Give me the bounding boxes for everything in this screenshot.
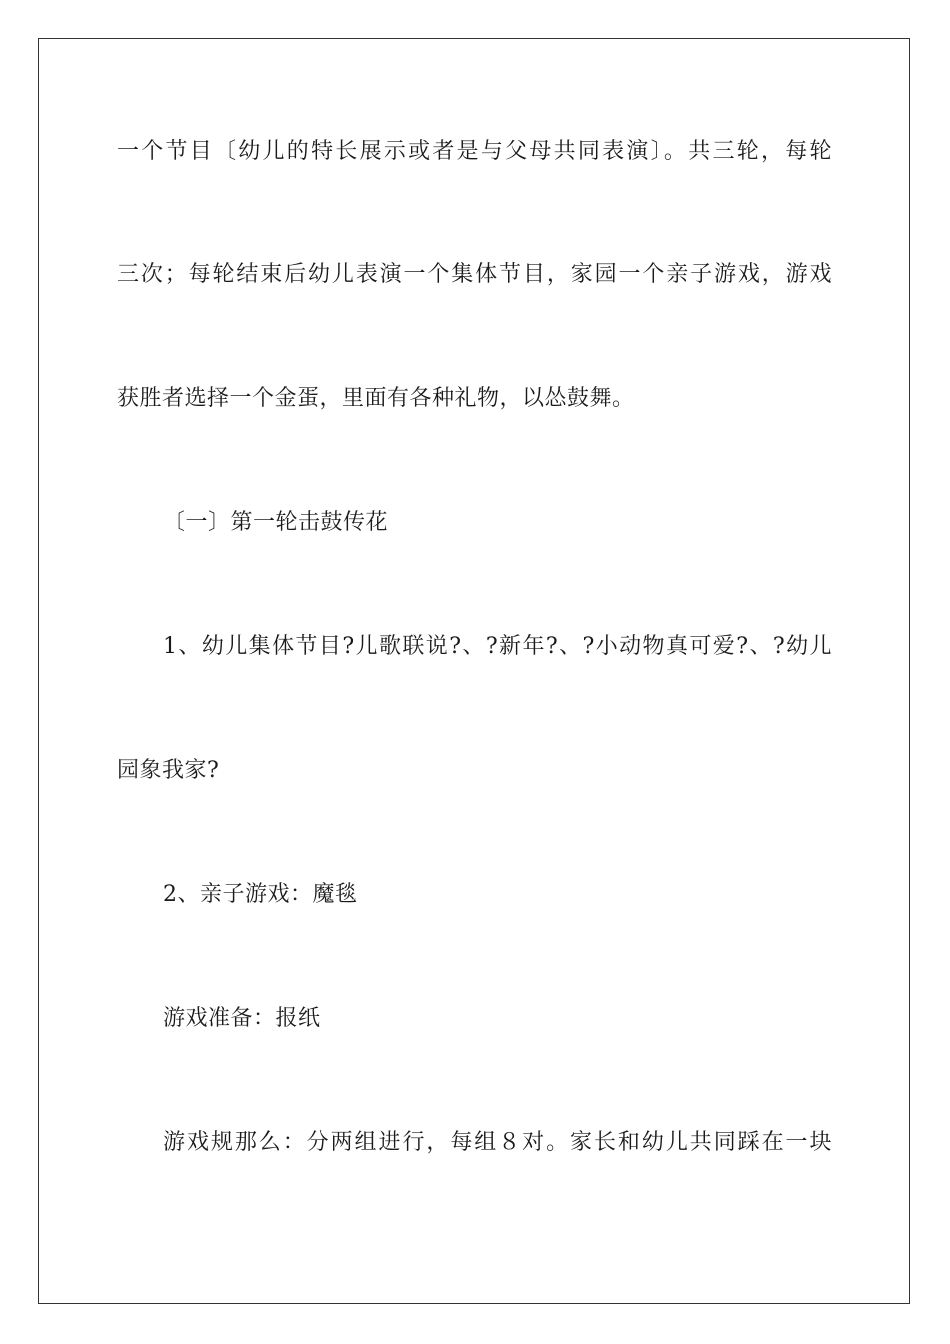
list-item-1-line-2: 园象我家? <box>117 758 220 783</box>
page-border <box>38 38 910 1304</box>
game-rules: 游戏规那么：分两组进行，每组８对。家长和幼儿共同踩在一块 <box>163 1130 832 1155</box>
paragraph-line-3: 获胜者选择一个金蛋，里面有各种礼物，以怂鼓舞。 <box>117 386 635 411</box>
game-preparation: 游戏准备：报纸 <box>163 1006 321 1031</box>
paragraph-line-1: 一个节目〔幼儿的特长展示或者是与父母共同表演〕。共三轮，每轮 <box>117 139 832 164</box>
list-item-1-line-1: 1、幼儿集体节目?儿歌联说?、?新年?、?小动物真可爱?、?幼儿 <box>163 634 832 659</box>
paragraph-line-2: 三次；每轮结束后幼儿表演一个集体节目，家园一个亲子游戏，游戏 <box>117 262 832 287</box>
list-item-2: 2、亲子游戏：魔毯 <box>163 882 358 907</box>
section-heading: 〔一〕第一轮击鼓传花 <box>163 510 389 535</box>
